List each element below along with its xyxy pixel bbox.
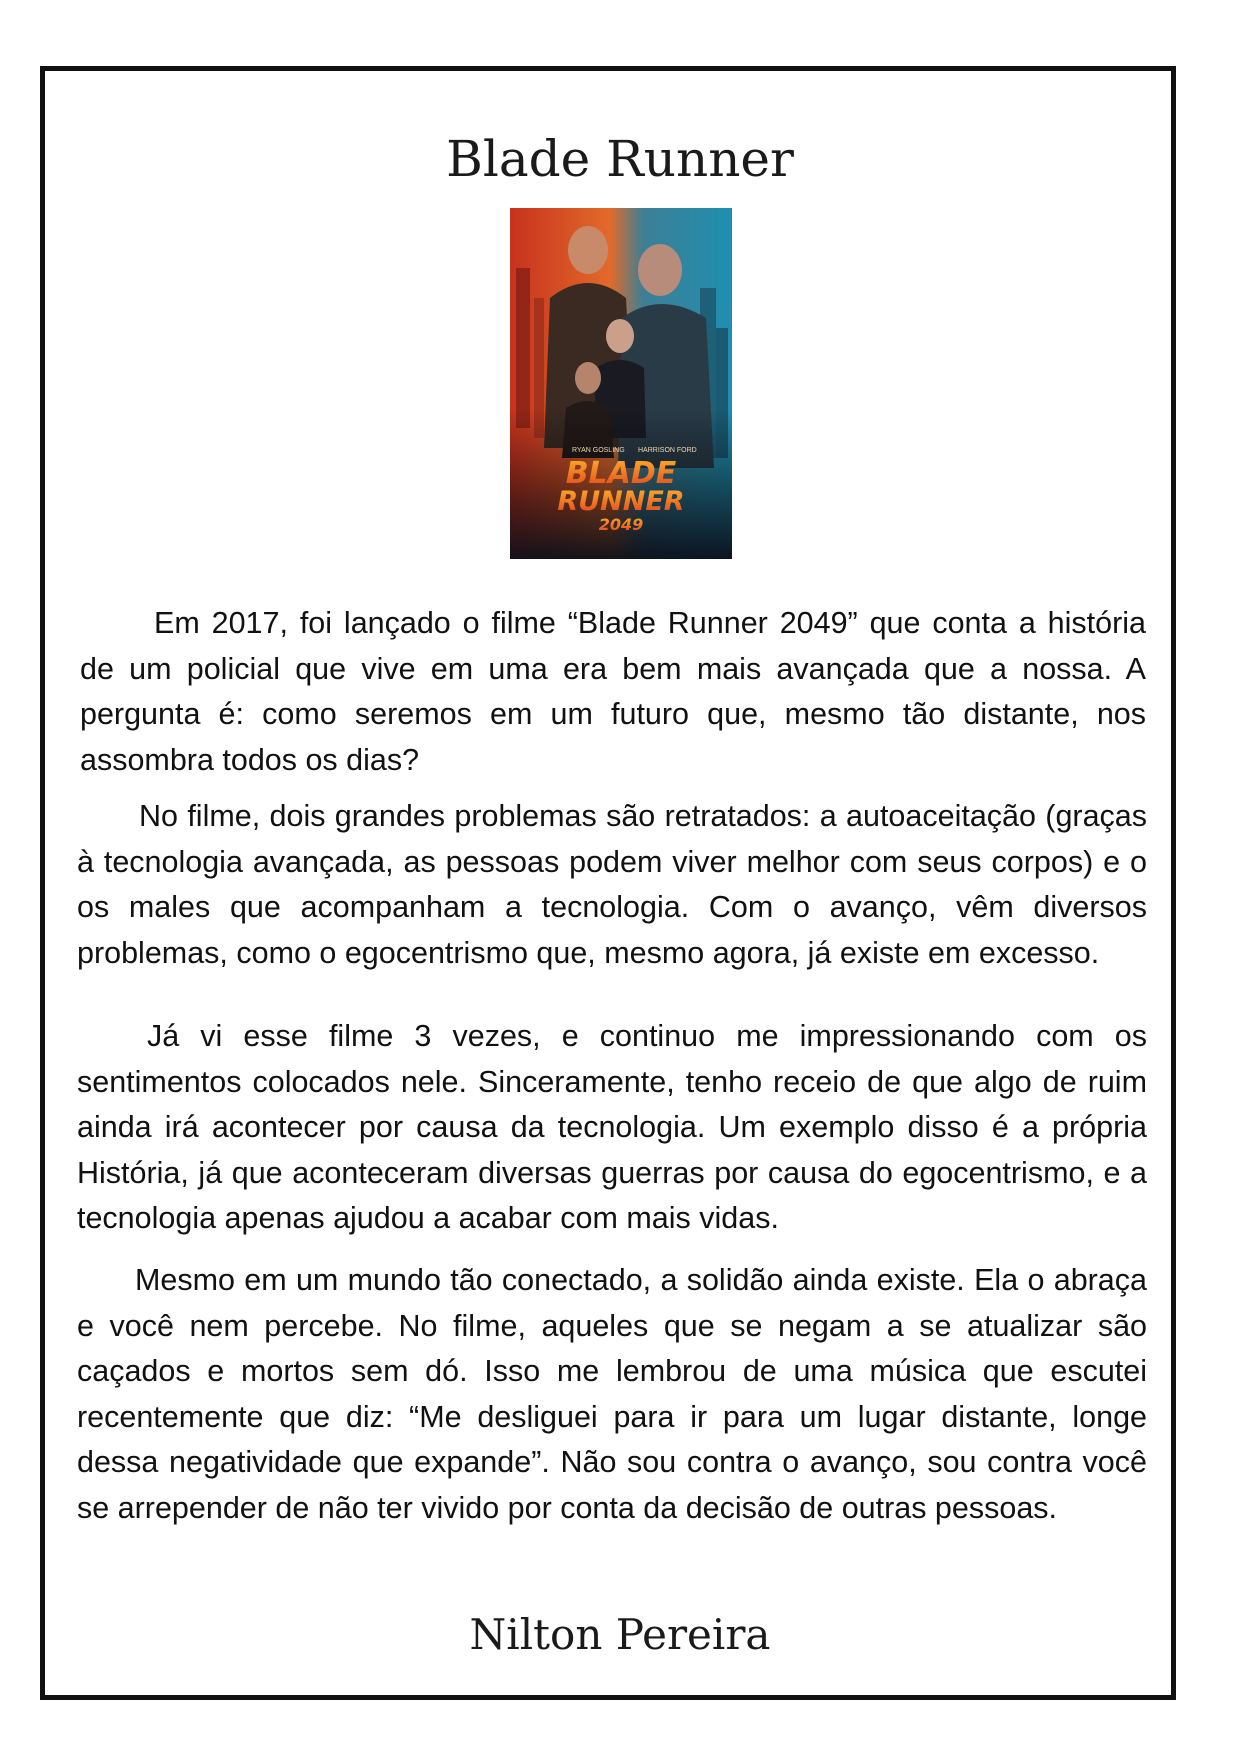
paragraph-4 bbox=[77, 1258, 1147, 1531]
paragraph-4-text: Mesmo em um mundo tão conectado, a solidão ainda existe. Ela o abraça e você nem percebe. No filme, aqueles que se negam a se atualizar são caçados e mortos sem dó. Isso me lembrou de uma música que escutei recentemente que diz: “Me desliguei para ir para um lugar distante, longe dessa negatividade que expande”. Não sou contra o avanço, sou contra você se arrepender de não ter vivido por conta da decisão de outras pessoas. bbox=[77, 1263, 1147, 1525]
poster-actor-left: RYAN GOSLING bbox=[572, 447, 625, 454]
paragraph-3 bbox=[77, 1014, 1147, 1242]
paragraph-3-text: Já vi esse filme 3 vezes, e continuo me impressionando com os sentimentos colocados nele. Sinceramente, tenho receio de que algo de ruim ainda irá acontecer por causa da tecnologia. Um exemplo disso é a própria História, já que aconteceram diversas guerras por causa do egocentrismo, e a tecnologia apenas ajudou a acabar com mais vidas. bbox=[77, 1019, 1147, 1235]
poster-title-line2: RUNNER bbox=[557, 486, 685, 517]
poster-actor-right: HARRISON FORD bbox=[638, 447, 697, 454]
paragraph-1-text: Em 2017, foi lançado o filme “Blade Runner 2049” que conta a história de um policial que vive em uma era bem mais avançada que a nossa. A pergunta é: como seremos em um futuro que, mesmo tão distante, nos assombra todos os dias? bbox=[80, 606, 1146, 777]
document-title: Blade Runner bbox=[446, 129, 794, 188]
movie-poster bbox=[510, 208, 732, 559]
poster-title-line1: BLADE bbox=[565, 456, 677, 491]
poster-title-line3: 2049 bbox=[598, 515, 644, 534]
author-name: Nilton Pereira bbox=[469, 1610, 771, 1659]
paragraph-2 bbox=[77, 794, 1147, 976]
paragraph-2-text: No filme, dois grandes problemas são retratados: a autoaceitação (graças à tecnologia avançada, as pessoas podem viver melhor com seus corpos) e o os males que acompanham a tecnologia. Com o avanço, vêm diversos problemas, como o egocentrismo que, mesmo agora, já existe em excesso. bbox=[77, 799, 1147, 970]
paragraph-1 bbox=[80, 601, 1146, 783]
